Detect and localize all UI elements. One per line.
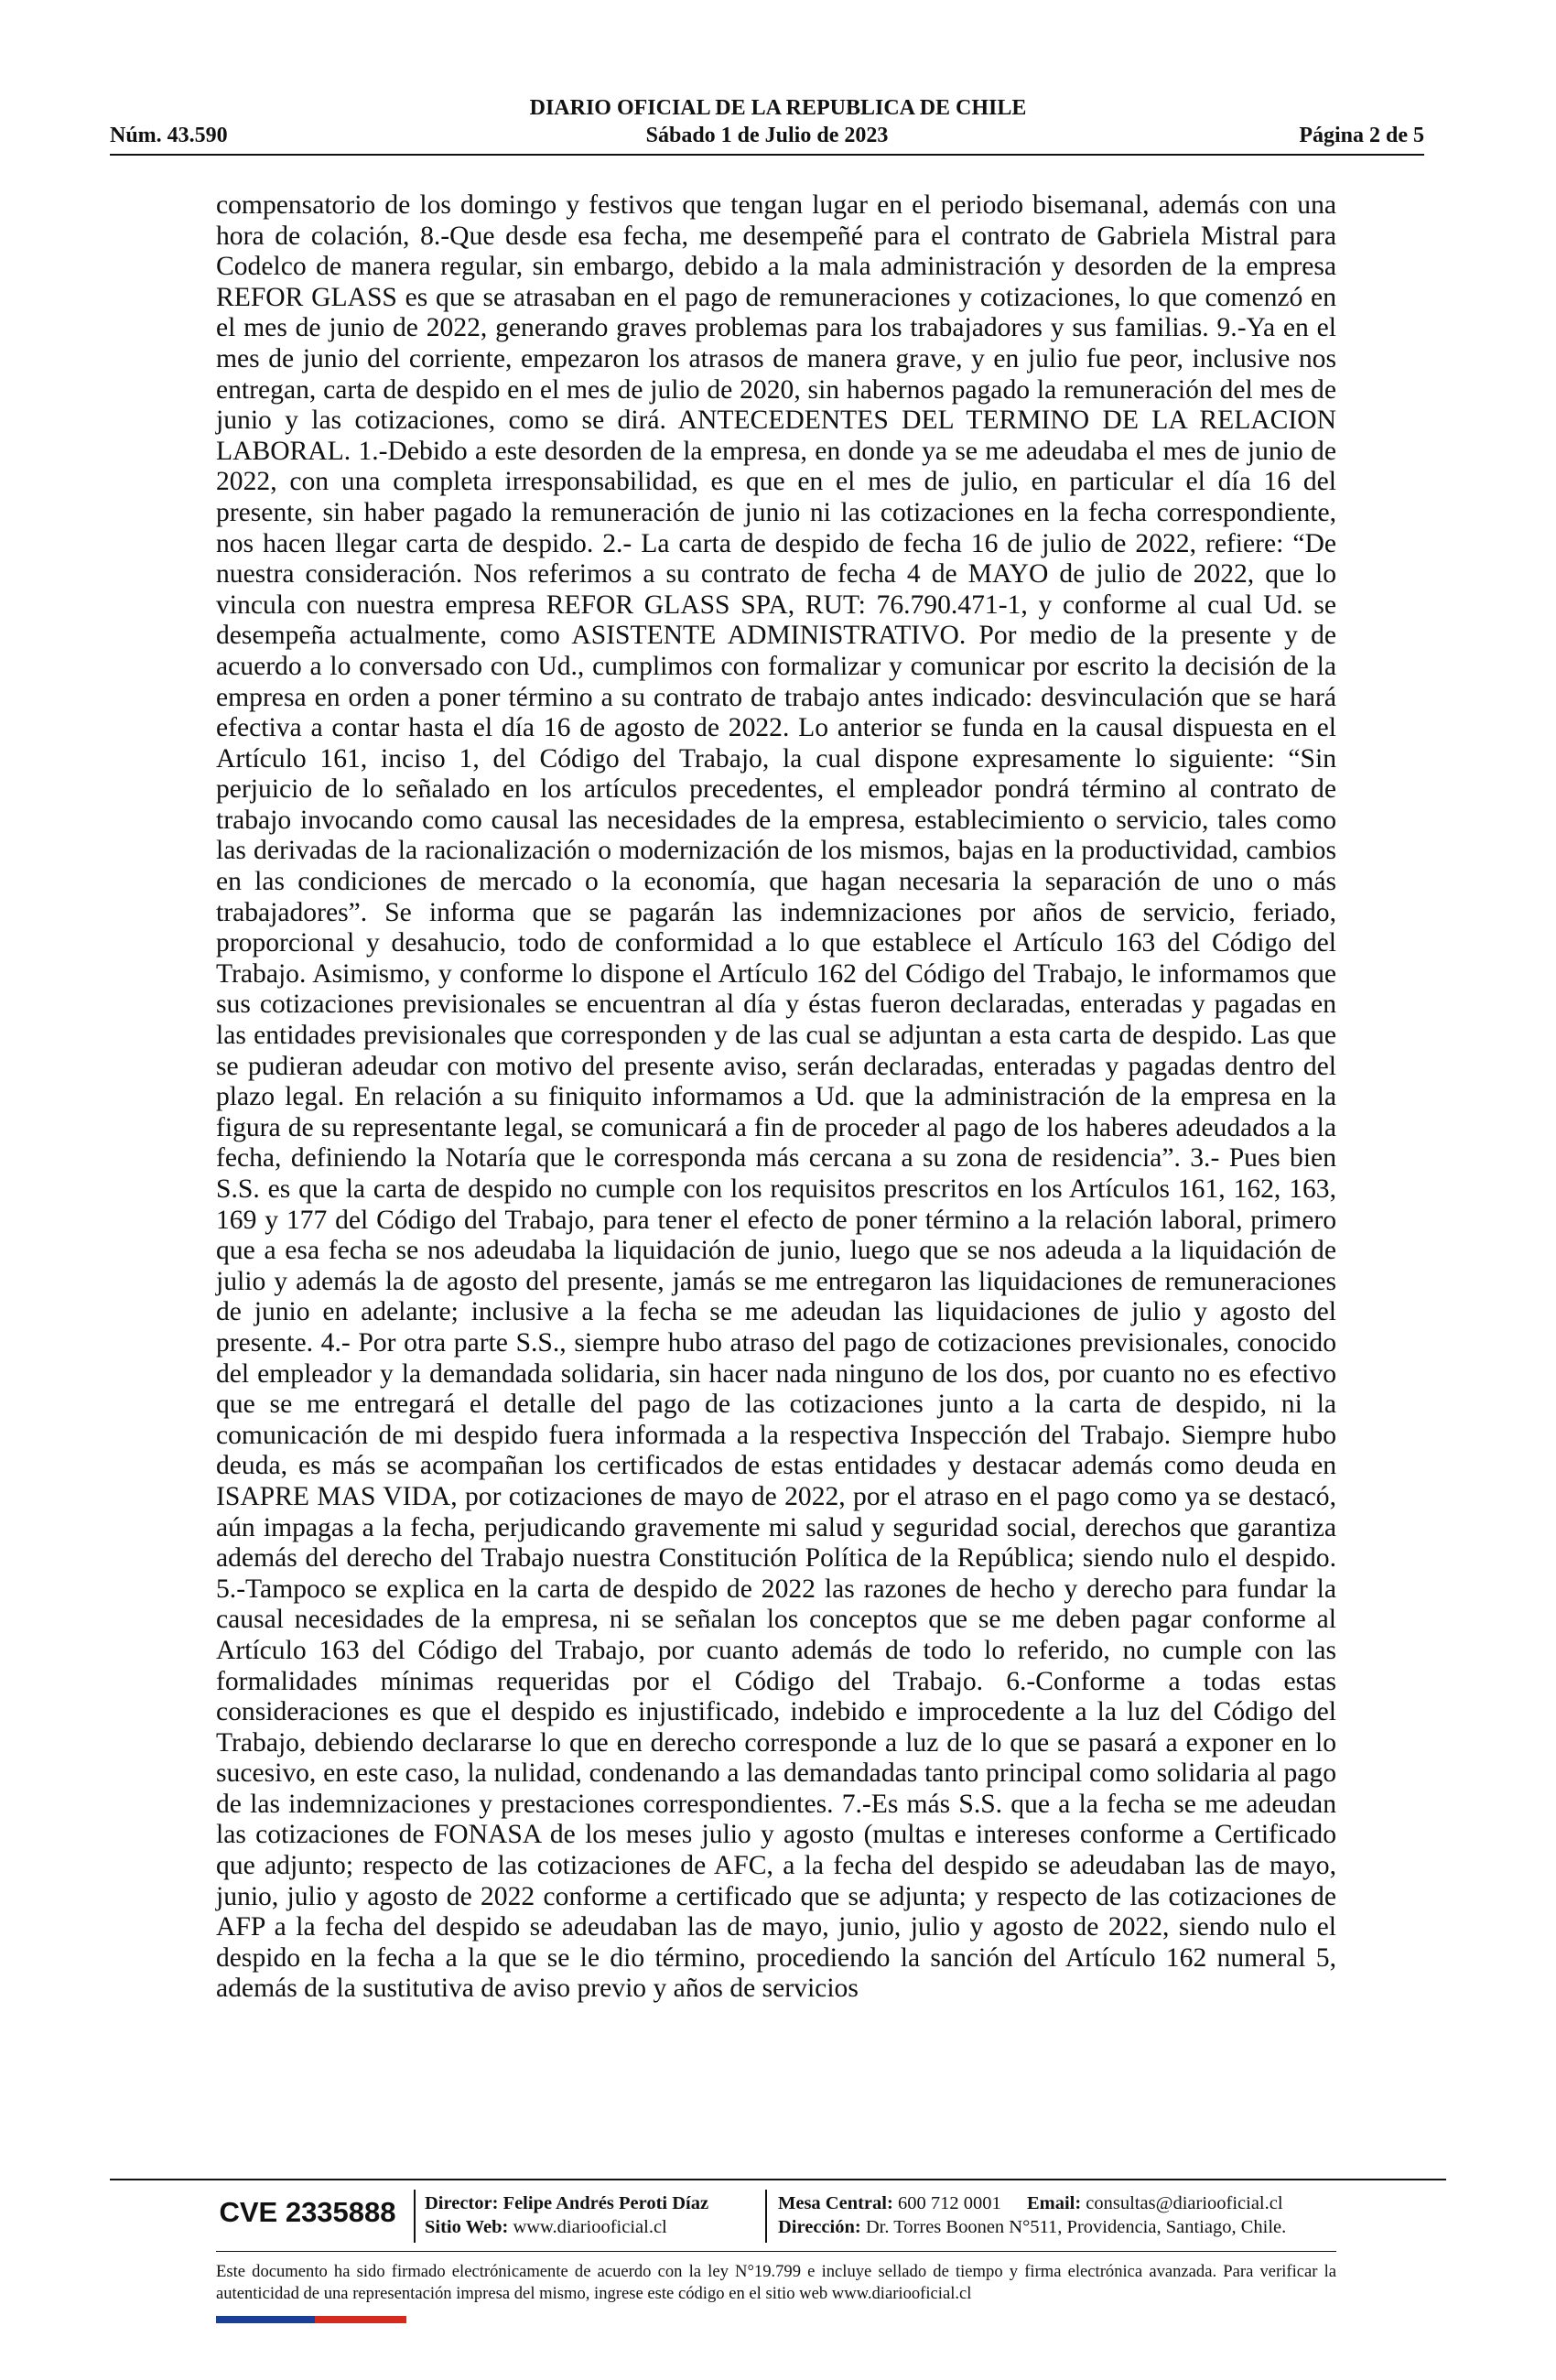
footer-contact-column	[778, 2191, 1286, 2239]
email-label: Email:	[1026, 2193, 1082, 2213]
footer-divider-thin	[216, 2251, 1336, 2252]
phone-number: 600 712 0001	[897, 2193, 1001, 2213]
phone-label: Mesa Central:	[778, 2193, 893, 2213]
issue-number: Núm. 43.590	[110, 124, 228, 147]
address-text: Dr. Torres Boonen N°511, Providencia, Santiago, Chile.	[865, 2217, 1287, 2237]
footer-director-column	[425, 2191, 708, 2239]
legal-note: Este documento ha sido firmado electrónicamente de acuerdo con la ley N°19.799 e incluye sellado de tiempo y firma electrónica avanzada. Para verificar la autenticidad de una representación impresa del mismo, ingrese este código en el sitio web www.diariooficial.cl	[216, 2262, 1336, 2303]
cve-code: CVE 2335888	[219, 2196, 396, 2228]
address-label: Dirección:	[778, 2217, 861, 2237]
page-number: Página 2 de 5	[1299, 124, 1424, 147]
body-paragraph: compensatorio de los domingo y festivos que tengan lugar en el periodo bisemanal, además con una hora de colación, 8.-Que desde esa fecha, me desempeñé para el contrato de Gabriela Mistral para Codelco de manera regular, sin embargo, debido a la mala administración y desorden de la empresa REFOR GLASS es que se atrasaban en el pago de remuneraciones y cotizaciones, lo que comenzó en el mes de junio de 2022, generando graves problemas para los trabajadores y sus familias. 9.-Ya en el mes de junio del corriente, empezaron los atrasos de manera grave, y en julio fue peor, inclusive nos entregan, carta de despido en el mes de julio de 2020, sin habernos pagado la remuneración del mes de junio y las cotizaciones, como se dirá. ANTECEDENTES DEL TERMINO DE LA RELACION LABORAL. 1.-Debido a este desorden de la empresa, en donde ya se me adeudaba el mes de junio de 2022, con una completa irresponsabilidad, es que en el mes de julio, en particular el día 16 del presente, sin haber pagado la remuneración de junio ni las cotizaciones en la fecha correspondiente, nos hacen llegar carta de despido. 2.- La carta de despido de fecha 16 de julio de 2022, refiere: “De nuestra consideración. Nos referimos a su contrato de fecha 4 de MAYO de julio de 2022, que lo vincula con nuestra empresa REFOR GLASS SPA, RUT: 76.790.471-1, y conforme al cual Ud. se desempeña actualmente, como ASISTENTE ADMINISTRATIVO. Por medio de la presente y de acuerdo a lo conversado con Ud., cumplimos con formalizar y comunicar por escrito la decisión de la empresa en orden a poner término a su contrato de trabajo antes indicado: desvinculación que se hará efectiva a contar hasta el día 16 de agosto de 2022. Lo anterior se funda en la causal dispuesta en el Artículo 161, inciso 1, del Código del Trabajo, la cual dispone expresamente lo siguiente: “Sin perjuicio de lo señalado en los artículos precedentes, el empleador pondrá término al contrato de trabajo invocando como causal las necesidades de la empresa, establecimiento o servicio, tales como las derivadas de la racionalización o modernización de los mismos, bajas en la productividad, cambios en las condiciones de mercado o la economía, que hagan necesaria la separación de uno o más trabajadores”. Se informa que se pagarán las indemnizaciones por años de servicio, feriado, proporcional y desahucio, todo de conformidad a lo que establece el Artículo 163 del Código del Trabajo. Asimismo, y conforme lo dispone el Artículo 162 del Código del Trabajo, le informamos que sus cotizaciones previsionales se encuentran al día y éstas fueron declaradas, enteradas y pagadas en las entidades previsionales que corresponden y de las cual se adjuntan a esta carta de despido. Las que se pudieran adeudar con motivo del presente aviso, serán declaradas, enteradas y pagadas dentro del plazo legal. En relación a su finiquito informamos a Ud. que la administración de la empresa en la figura de su representante legal, se comunicará a fin de proceder al pago de los haberes adeudados a la fecha, definiendo la Notaría que le corresponda más cercana a su zona de residencia”. 3.- Pues bien S.S. es que la carta de despido no cumple con los requisitos prescritos en los Artículos 161, 162, 163, 169 y 177 del Código del Trabajo, para tener el efecto de poner término a la relación laboral, primero que a esa fecha se nos adeudaba la liquidación de junio, luego que se nos adeuda a la liquidación de julio y además la de agosto del presente, jamás se me entregaron las liquidaciones de remuneraciones de junio en adelante; inclusive a la fecha se me adeudan las liquidaciones de julio y agosto del presente. 4.- Por otra parte S.S., siempre hubo atraso del pago de cotizaciones previsionales, conocido del empleador y la demandada solidaria, sin hacer nada ninguno de los dos, por cuanto no es efectivo que se me entregará el detalle del pago de las cotizaciones junto a la carta de despido, ni la comunicación de mi despido fuera informada a la respectiva Inspección del Trabajo. Siempre hubo deuda, es más se acompañan los certificados de estas entidades y destacar además como deuda en ISAPRE MAS VIDA, por cotizaciones de mayo de 2022, por el atraso en el pago como ya se destacó, aún impagas a la fecha, perjudicando gravemente mi salud y seguridad social, derechos que garantiza además del derecho del Trabajo nuestra Constitución Política de la República; siendo nulo el despido. 5.-Tampoco se explica en la carta de despido de 2022 las razones de hecho y derecho para fundar la causal necesidades de la empresa, ni se señalan los conceptos que se me deben pagar conforme al Artículo 163 del Código del Trabajo, por cuanto además de todo lo referido, no cumple con las formalidades mínimas requeridas por el Código del Trabajo. 6.-Conforme a todas estas consideraciones es que el despido es injustificado, indebido e improcedente a la luz del Código del Trabajo, debiendo declararse lo que en derecho corresponde a luz de lo que se pasará a exponer en lo sucesivo, en este caso, la nulidad, condenando a las demandadas tanto principal como solidaria al pago de las indemnizaciones y prestaciones correspondientes. 7.-Es más S.S. que a la fecha se me adeudan las cotizaciones de FONASA de los meses julio y agosto (multas e intereses conforme a Certificado que adjunto; respecto de las cotizaciones de AFC, a la fecha del despido se adeudaban las de mayo, junio, julio y agosto de 2022 conforme a certificado que se adjunta; y respecto de las cotizaciones de AFP a la fecha del despido se adeudaban las de mayo, junio, julio y agosto de 2022, siendo nulo el despido en la fecha a la que se le dio término, procediendo la sanción del Artículo 162 numeral 5, además de la sustitutiva de aviso previo y años de servicios	[216, 190, 1336, 2004]
website-label: Sitio Web:	[425, 2217, 509, 2237]
footer-separator	[765, 2190, 767, 2243]
director-name: Felipe Andrés Peroti Díaz	[502, 2193, 709, 2213]
director-label: Director:	[425, 2193, 499, 2213]
header-divider	[110, 154, 1424, 156]
flag-stripe-red	[315, 2316, 406, 2323]
footer-divider	[110, 2179, 1446, 2180]
footer-separator	[414, 2190, 416, 2243]
issue-date: Sábado 1 de Julio de 2023	[645, 124, 889, 147]
email-link[interactable]: consultas@diariooficial.cl	[1086, 2193, 1283, 2213]
website-link[interactable]: www.diariooficial.cl	[513, 2217, 667, 2237]
flag-stripe-blue	[216, 2316, 315, 2323]
newspaper-title: DIARIO OFICIAL DE LA REPUBLICA DE CHILE	[529, 96, 1027, 120]
